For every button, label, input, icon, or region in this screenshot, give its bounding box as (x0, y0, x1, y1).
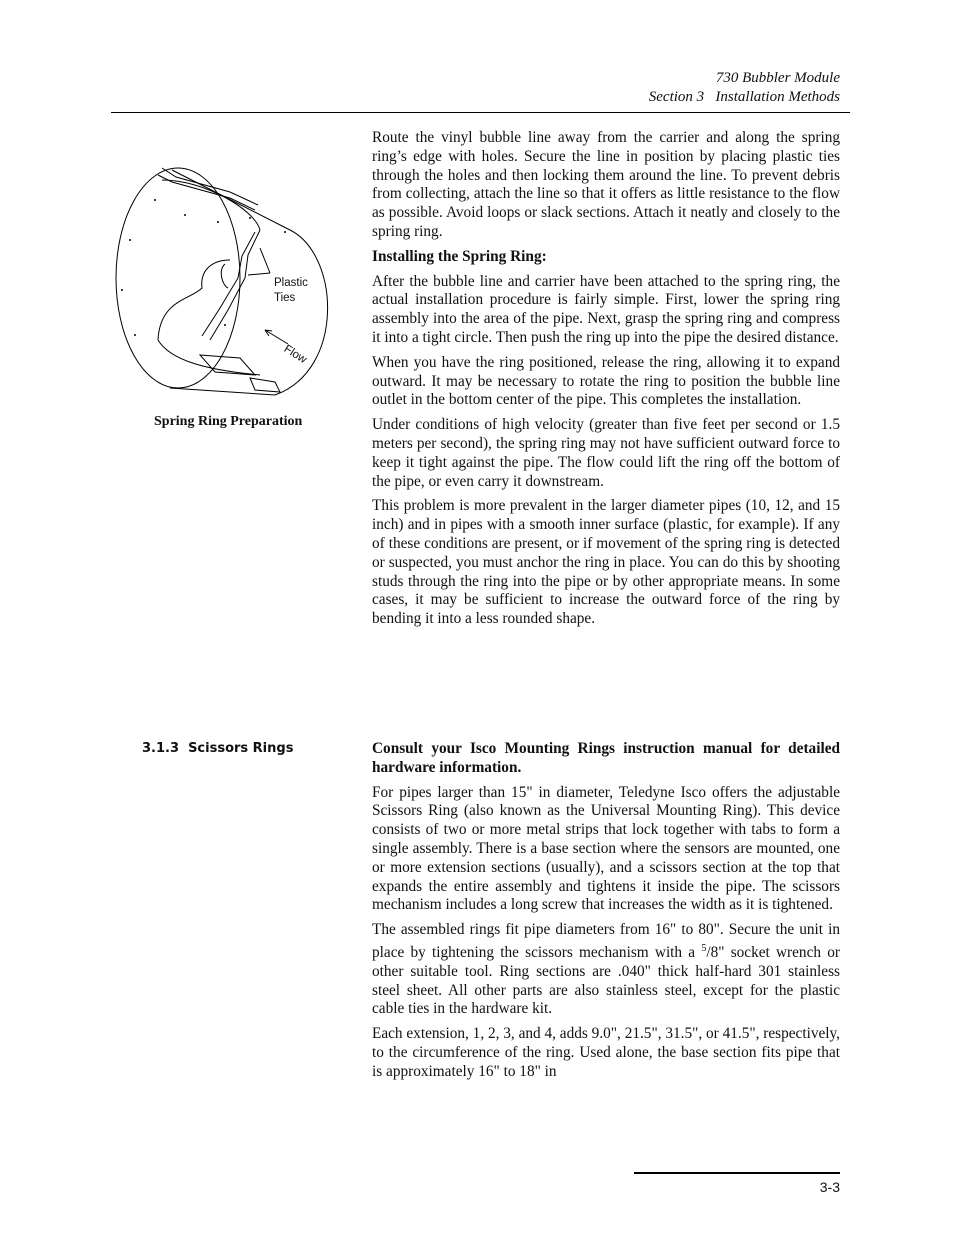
paragraph: After the bubble line and carrier have been attached to the spring ring, the actual installation procedure is fairly simple. First, lower the spring ring assembly into the area of the pipe. Next, grasp the spring ring and compress it into a tight circle. Then push the ring up into the pipe the desired distance. (372, 272, 840, 346)
paragraph: Route the vinyl bubble line away from the carrier and along the spring ring’s edge with holes. Secure the line in position by placing plastic ties through the holes and then locking them around the line. To prevent debris from collecting, attach the line so that it offers as little resistance to the flow as possible. Avoid loops or slack sections. Attach it neatly and closely to the spring ring. (372, 129, 840, 240)
section-heading: 3.1.3 Scissors Rings (142, 741, 294, 756)
page-number: 3-3 (819, 1179, 840, 1195)
header-title: 730 Bubbler Module (715, 70, 840, 86)
header-section: Section 3 Installation Methods (648, 89, 840, 105)
paragraph: For pipes larger than 15" in diameter, Teledyne Isco offers the adjustable Scissors Ring (also known as the Universal Mounting Ring). This device consists of two or more metal strips that lock together with tabs to form a single assembly. There is a base section where the sensors are mounted, one or more extension sections (usually), and a scissors section at the top that expands the entire assembly and tightens it inside the pipe. The scissors mechanism includes a long screw that increases the width as it is tightened. (372, 783, 840, 914)
intro-text (372, 129, 840, 635)
section-text (372, 740, 840, 1088)
spring-ring-figure (110, 160, 340, 400)
flow-label: Flow (281, 343, 309, 367)
running-header (649, 69, 840, 107)
paragraph: Under conditions of high velocity (greater than five feet per second or 1.5 meters per second), the spring ring may not have sufficient outward force to keep it tight against the pipe. The flow could lift the ring off the bottom of the pipe, or even carry it downstream. (372, 416, 840, 490)
footer-rule (634, 1172, 840, 1174)
paragraph (372, 921, 840, 1019)
fraction-numerator: 5 (701, 942, 707, 954)
paragraph-part: The assembled rings fit pipe diameters from 16" to 80". Secure the unit in place by tightening the scissors mechanism with a (372, 921, 840, 962)
paragraph: Each extension, 1, 2, 3, and 4, adds 9.0", 21.5", 31.5", or 41.5", respectively, to the circumference of the ring. Used alone, the base section fits pipe that is approximately 16" to 18" in (372, 1025, 840, 1080)
fraction-denominator: 8 (710, 944, 719, 962)
bold-note: Consult your Isco Mounting Rings instruction manual for detailed hardware information. (372, 740, 840, 776)
paragraph: When you have the ring positioned, release the ring, allowing it to expand outward. It may be necessary to rotate the ring to position the bubble line outlet in the bottom center of the pipe. This completes the installation. (372, 353, 840, 409)
paragraph-part: " socket wrench or other suitable tool. Ring sections are .040" thick half-hard 301 stainless steel sheet. All other parts are also stainless steel, except for the plastic cable ties in the hardware kit. (372, 944, 840, 1018)
header-rule (111, 112, 850, 113)
subheading: Installing the Spring Ring: (372, 247, 547, 265)
fraction: $^5$/8 (701, 942, 719, 962)
figure-caption: Spring Ring Preparation (154, 414, 303, 429)
plastic-ties-label: Plastic Ties (274, 277, 308, 304)
paragraph: This problem is more prevalent in the larger diameter pipes (10, 12, and 15 inch) and in pipes with a smooth inner surface (plastic, for example). If any of these conditions are present, or if movement of the spring ring is detected or suspected, you must anchor the ring in place. You can do this by shooting studs through the ring into the pipe or by other appropriate means. In some cases, it may be sufficient to increase the outward force of the ring by bending it into a less rounded shape. (372, 497, 840, 628)
